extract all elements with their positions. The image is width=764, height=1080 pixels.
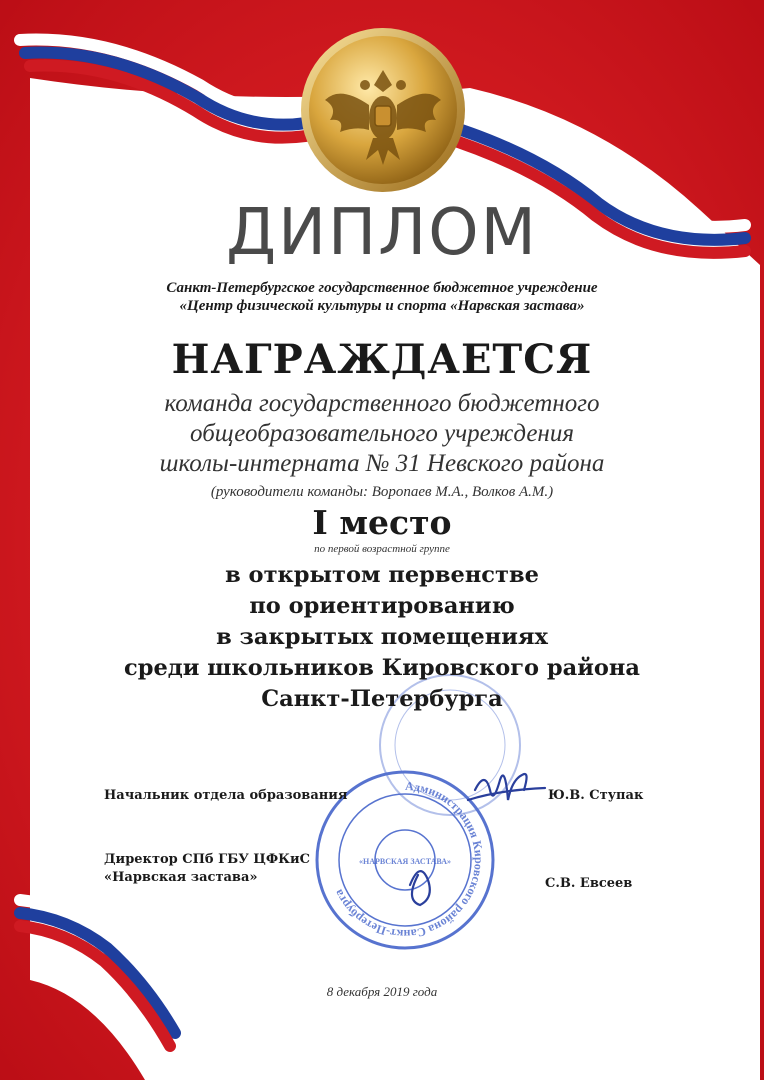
competition-line-2: по ориентированию bbox=[249, 593, 515, 619]
competition-line-4: среди школьников Кировского района bbox=[124, 655, 640, 681]
svg-text:«НАРВСКАЯ ЗАСТАВА»: «НАРВСКАЯ ЗАСТАВА» bbox=[358, 857, 452, 866]
competition-line-3: в закрытых помещениях bbox=[216, 624, 548, 650]
gold-emblem-icon bbox=[301, 28, 465, 192]
competition-line-5: Санкт-Петербурга bbox=[261, 686, 503, 712]
organization-line-1: Санкт-Петербургское государственное бюджетное учреждение bbox=[166, 280, 598, 296]
svg-text:Администрация Кировского район: Администрация Кировского района Санкт-Петербурга bbox=[331, 778, 486, 942]
signer-1-title: Начальник отдела образования bbox=[104, 788, 348, 803]
award-heading: НАГРАЖДАЕТСЯ bbox=[171, 336, 593, 383]
awardee-line-3: школы-интерната № 31 Невского района bbox=[159, 450, 605, 477]
signer-2-name: С.В. Евсеев bbox=[545, 876, 633, 891]
signer-2-title-line-2: «Нарвская застава» bbox=[104, 870, 258, 885]
signer-2-title-line-1: Директор СПб ГБУ ЦФКиС bbox=[104, 852, 310, 867]
team-leaders: (руководители команды: Воропаев М.А., Волков А.М.) bbox=[210, 484, 554, 500]
signer-1-name: Ю.В. Ступак bbox=[548, 788, 644, 803]
organization-line-2: «Центр физической культуры и спорта «Нарвская застава» bbox=[179, 298, 585, 314]
competition-line-1: в открытом первенстве bbox=[225, 562, 539, 588]
diploma-title: ДИПЛОМ bbox=[226, 196, 538, 270]
age-group: по первой возрастной группе bbox=[314, 543, 450, 555]
awardee-line-1: команда государственного бюджетного bbox=[164, 390, 600, 417]
place: I место bbox=[312, 503, 452, 542]
issue-date: 8 декабря 2019 года bbox=[326, 984, 438, 999]
awardee-line-2: общеобразовательного учреждения bbox=[190, 420, 574, 447]
